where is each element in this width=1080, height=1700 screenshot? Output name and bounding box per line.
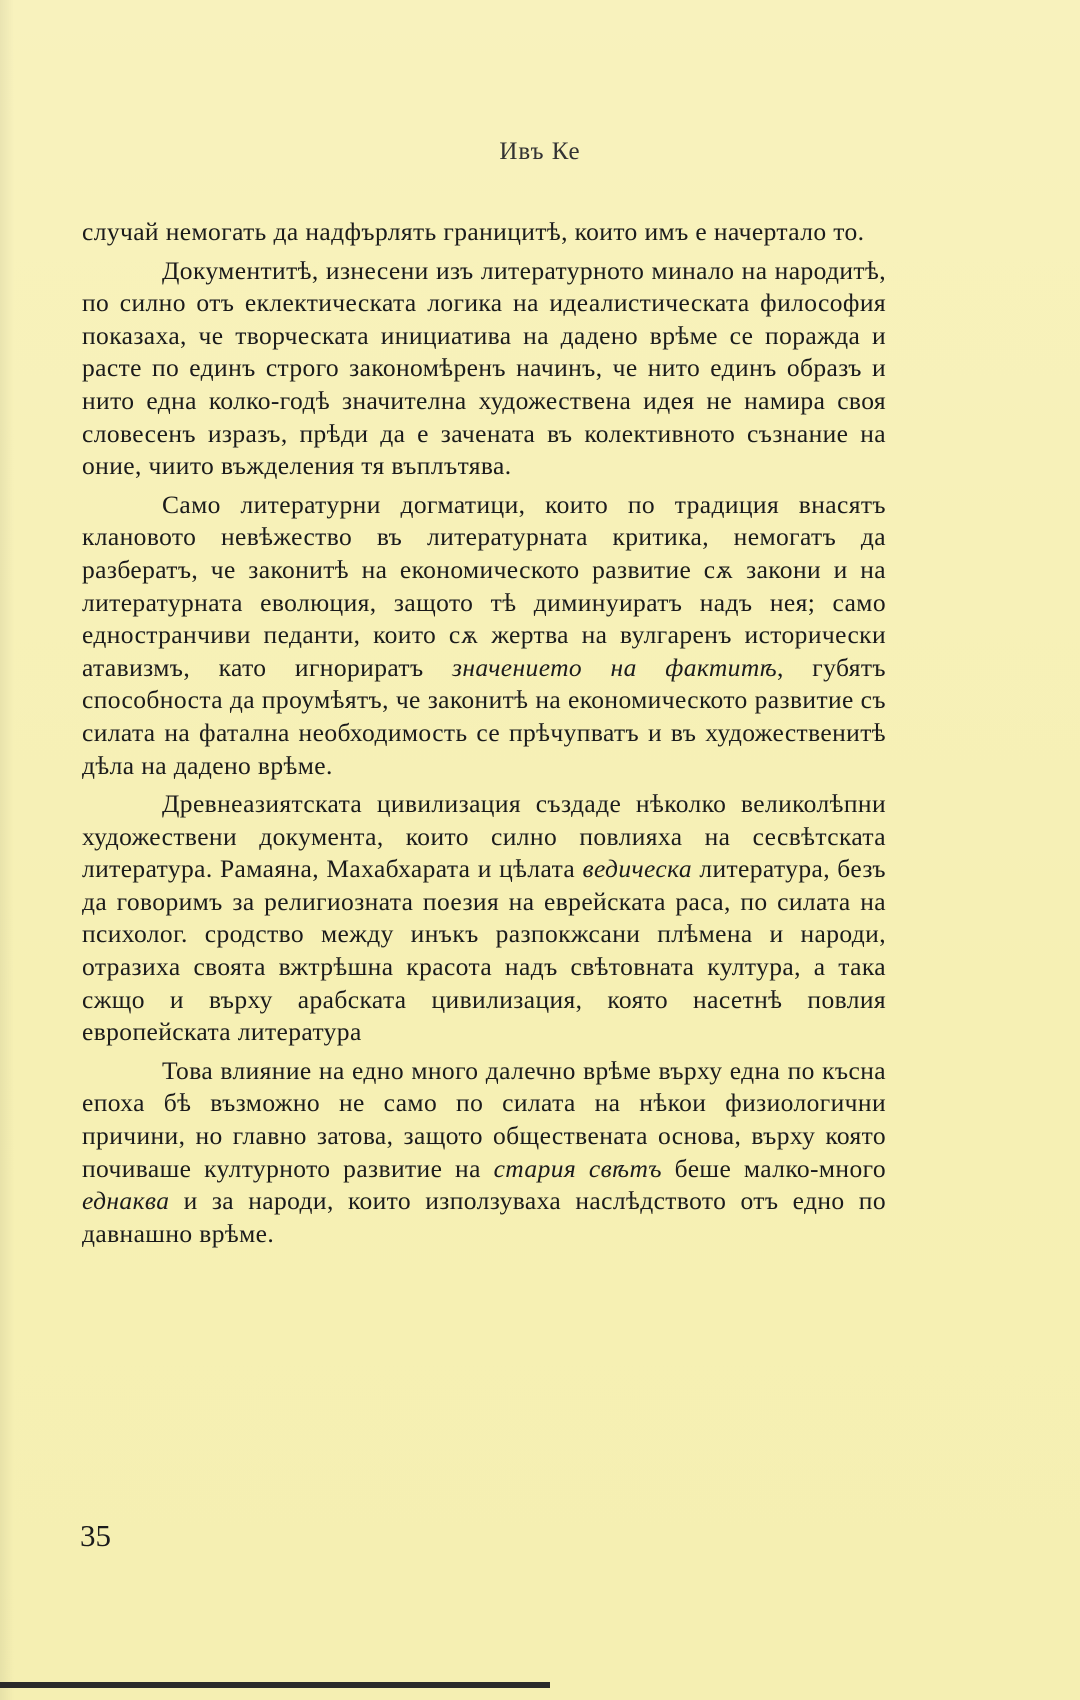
paragraph-4-emphasis: ведическа [582,854,692,884]
body-text [82,216,886,1256]
paragraph-4 [82,788,886,1049]
paragraph-1: случай немогать да надфърлять границитѣ, които имъ е начертало то. [82,217,865,246]
paragraph-5-emphasis-a: стария свѣтъ [493,1153,662,1183]
paragraph-2: Документитѣ, изнесени изъ литературното минало на народитѣ, по силно отъ еклектическата логика на идеалистическата философия показаха, че творческата инициатива на дадено врѣме се поражда и расте по единъ строго закономѣренъ начинъ, че нито единъ образъ и нито една колко-годѣ значителна художествена идея не намира своя словесенъ изразъ, прѣди да е заченатa въ колективното съзнание на оние, чиито въжделения тя въплътява. [82,255,886,481]
paragraph-5 [82,1055,886,1251]
paragraph-3 [82,489,886,782]
paragraph-5-text-b: беше малко-много [661,1153,886,1183]
running-head: Ивъ Ке [499,138,581,165]
paragraph-5-text-c: и за народи, които използуваха наслѣдството отъ едно по давнашно врѣме. [82,1186,886,1248]
paragraph-3-emphasis: значението на фактитѣ [452,652,778,682]
paragraph-4-text-b: литература, безъ да говоримъ за религиозната поезия на еврейската раса, по силата на психолог. сродство между инъкъ разпокжсани плѣмена и народи, отразиха своята вжтрѣшна красота надъ свѣтовната култура, а така сжщо и върху арабската цивилизация, която насетнѣ повлия европейската литература [82,854,886,1047]
paragraph-5-text-a: Това влияние на едно много далечно врѣме върху една по късна епоха бѣ възможно не само по силата на нѣкои физиологични причини, но главно затова, защото обществената основа, върху която почиваше културното развитие на [82,1055,886,1183]
paragraph-4-text-a: Древнеазиятската цивилизация създаде нѣколко великолѣпни художествени документа, които силно повлияха на сесвѣтската литература. Рамаяна, Махабхарата и цѣлата [82,789,886,884]
paragraph-3-text-a: Само литературни догматици, които по традиция внасятъ клановото невѣжество въ литературната критика, немогатъ да разбератъ, че законитѣ на економическото развитие сѫ закони и на литературната еволюция, защото тѣ диминуиратъ надъ нея; само едностранчиви педанти, които сѫ жертва на вулгаренъ исторически атавизмъ, като игнориратъ [82,489,886,682]
binding-shadow [0,0,14,1700]
bottom-edge-line [0,1682,550,1688]
page-number: 35 [80,1518,111,1553]
paragraph-3-text-b: , губятъ способноста да проумѣятъ, че законитѣ на економическото развитие съ силата на фатална необходимость се прѣчупватъ и въ художественитѣ дѣла на дадено врѣме. [82,652,886,780]
paragraph-5-emphasis-b: еднаква [82,1186,170,1216]
